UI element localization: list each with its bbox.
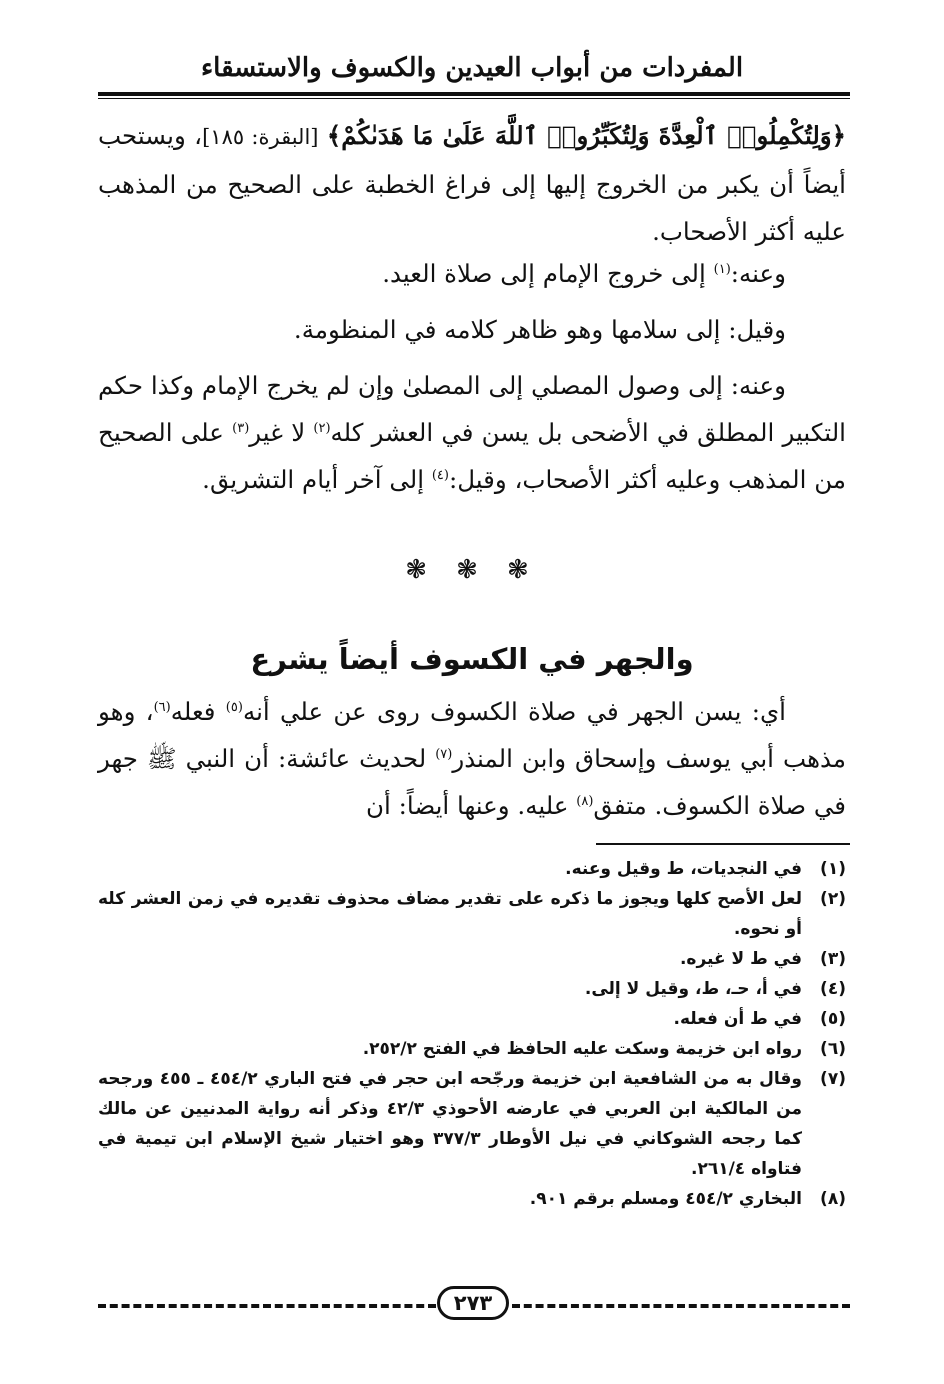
footnote-text: في أ، حـ، ط، وقيل لا إلى.	[584, 979, 802, 999]
footnote-text: في النجديات، ط وقيل وعنه.	[565, 859, 802, 879]
paragraph-4-text-b: لا غير	[249, 418, 314, 447]
paragraph-2-text-a: وعنه:	[730, 259, 786, 288]
paragraph-3-text: وقيل: إلى سلامها وهو ظاهر كلامه في المنظومة.	[293, 315, 786, 344]
paragraph-5-text-a: أي: يسن الجهر في صلاة الكسوف روى عن علي أنه	[242, 697, 786, 726]
footnote-ref-2: (٢)	[313, 420, 331, 436]
paragraph-4-text-d: إلى آخر أيام التشريق.	[202, 465, 432, 494]
footnote-number: (٨)	[820, 1189, 846, 1209]
footnote-text: رواه ابن خزيمة وسكت عليه الحافظ في الفتح ٢٥٢/٢.	[362, 1039, 802, 1059]
paragraph-4	[98, 362, 846, 503]
footnote-ref-4: (٤)	[431, 467, 449, 483]
paragraph-5-text-b: فعله	[170, 697, 226, 726]
footnote-text: البخاري ٤٥٤/٢ ومسلم برقم ٩٠١.	[529, 1189, 802, 1209]
paragraph-5-text-d: لحديث عائشة: أن النبي ﷺ جهر في صلاة الكسوف. متفق	[98, 744, 846, 820]
footnote-text: وقال به من الشافعية ابن خزيمة ورجّحه ابن حجر في فتح الباري ٤٥٤/٢ ـ ٤٥٥ ورجحه من المالكية ابن العربي في عارضه الأحوذي ٤٢/٣ وذكر أنه رواية المدنيين عن مالك كما رجحه الشوكاني في نيل الأوطار ٣٧٧/٣ وهو اختيار شيخ الإسلام ابن تيمية في فتاواه ٢٦١/٤.	[98, 1069, 803, 1179]
footnote-separator	[596, 843, 850, 845]
footnote-item	[98, 1004, 846, 1034]
footnote-ref-1: (١)	[713, 261, 731, 277]
footnote-ref-3: (٣)	[232, 420, 250, 436]
footnote-number: (٣)	[820, 949, 846, 969]
footnote-item	[98, 1034, 846, 1064]
footnote-text: لعل الأصح كلها ويجوز ما ذكره على تقدير مضاف محذوف تقديره في زمن العشر كله أو نحوه.	[98, 889, 802, 939]
footnote-text: في ط أن فعله.	[673, 1009, 802, 1029]
quran-verse: ﴿وَلِتُكْمِلُوا۟ ٱلْعِدَّةَ وَلِتُكَبِّرُوا۟ ٱللَّهَ عَلَىٰ مَا هَدَىٰكُمْ﴾	[326, 121, 846, 150]
footnote-ref-6: (٦)	[153, 699, 171, 715]
footnote-number: (٦)	[820, 1039, 846, 1059]
page-footer	[98, 1284, 850, 1324]
paragraph-4-text-a: وعنه: إلى وصول المصلي إلى المصلىٰ وإن لم يخرج الإمام وكذا حكم التكبير المطلق في الأضحى بل يسن في العشر كله	[98, 371, 846, 447]
header-rule-thick	[98, 92, 850, 96]
quran-reference: [البقرة: ١٨٥]	[202, 125, 319, 149]
footnote-item	[98, 884, 846, 944]
page-number: ٢٧٣	[437, 1286, 509, 1320]
footnote-item	[98, 974, 846, 1004]
section-heading: والجهر في الكسوف أيضاً يشرع	[250, 642, 694, 676]
footnote-number: (٥)	[820, 1009, 846, 1029]
footnote-number: (٤)	[820, 979, 846, 999]
footnote-number: (٢)	[820, 889, 846, 909]
footnote-item	[98, 854, 846, 884]
footnote-number: (١)	[820, 859, 846, 879]
footnote-item	[98, 944, 846, 974]
running-header: المفردات من أبواب العيدين والكسوف والاستسقاء	[200, 53, 744, 83]
paragraph-4-text-c: على الصحيح من المذهب وعليه أكثر الأصحاب، وقيل:	[98, 418, 846, 494]
paragraph-2-text-b: إلى خروج الإمام إلى صلاة العيد.	[382, 259, 714, 288]
footnote-text: في ط لا غيره.	[679, 949, 802, 969]
footnote-item	[98, 1064, 846, 1184]
footer-dashed-rule-left	[98, 1304, 436, 1308]
footnote-ref-5: (٥)	[225, 699, 243, 715]
header-rule-thin	[98, 98, 850, 99]
paragraph-5	[98, 688, 846, 829]
paragraph-5-text-c: ، وهو مذهب أبي يوسف وإسحاق وابن المنذر	[98, 697, 846, 773]
footnotes	[98, 854, 846, 1214]
paragraph-5-text-e: عليه. وعنها أيضاً: أن	[366, 791, 577, 820]
footnote-ref-7: (٧)	[435, 746, 453, 762]
paragraph-1-text: ، ويستحب أيضاً أن يكبر من الخروج إليها إلى فراغ الخطبة على الصحيح من المذهب عليه أكثر الأصحاب.	[98, 121, 846, 246]
paragraph-1	[98, 112, 846, 255]
footnote-ref-8: (٨)	[576, 793, 594, 809]
paragraph-2	[98, 250, 846, 297]
footer-dashed-rule-right	[512, 1304, 850, 1308]
footnote-number: (٧)	[820, 1069, 846, 1089]
footnote-item	[98, 1184, 846, 1214]
paragraph-3	[98, 306, 846, 353]
section-divider-ornament: ❃ ❃ ❃	[405, 555, 539, 585]
